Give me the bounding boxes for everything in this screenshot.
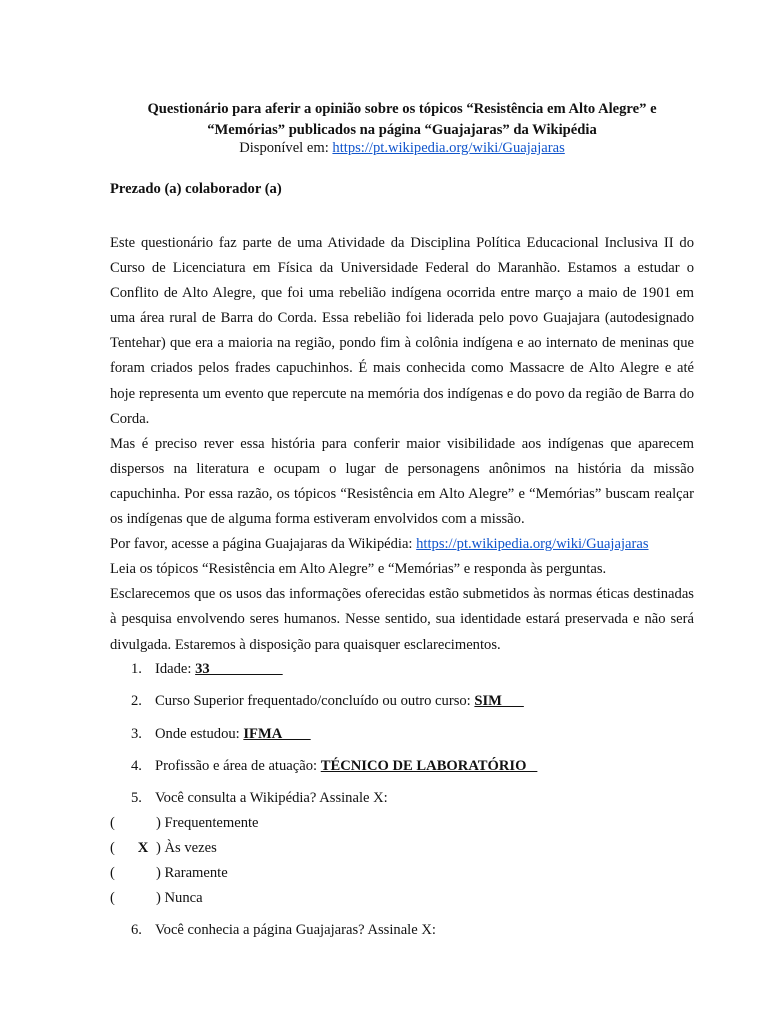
availability-line	[110, 138, 694, 158]
option-label: ) Frequentemente	[156, 815, 259, 831]
question-label: Profissão e área de atuação:	[155, 758, 321, 774]
option-label: ) Nunca	[156, 890, 203, 906]
option-label: ) Raramente	[156, 865, 228, 881]
wikipedia-link-header[interactable]: https://pt.wikipedia.org/wiki/Guajajaras	[332, 140, 565, 156]
question-number: 4.	[131, 758, 142, 774]
title-line-1: Questionário para aferir a opinião sobre os tópicos “Resistência em Alto Alegre” e	[147, 101, 657, 117]
question-number: 2.	[131, 693, 142, 709]
question-label: Você consulta a Wikipédia? Assinale X:	[155, 790, 388, 806]
title-line-2: “Memórias” publicados na página “Guajajaras” da Wikipédia	[207, 122, 597, 138]
question-label: Você conhecia a página Guajajaras? Assinale X:	[155, 922, 436, 938]
question-6	[131, 922, 436, 939]
option-label: ) Às vezes	[156, 840, 217, 856]
question-5	[131, 790, 388, 807]
question-3	[131, 726, 311, 743]
option-rarely	[110, 865, 228, 882]
course-answer: SIM	[474, 693, 524, 709]
wikipedia-link-body[interactable]: https://pt.wikipedia.org/wiki/Guajajaras	[416, 536, 649, 553]
question-1	[131, 661, 283, 678]
profession-answer: TÉCNICO DE LABORATÓRIO	[320, 758, 538, 774]
option-sometimes	[110, 840, 217, 857]
question-label: Onde estudou:	[155, 726, 244, 742]
question-label: Curso Superior frequentado/concluído ou outro curso:	[155, 693, 475, 709]
question-2	[131, 693, 524, 710]
document-title	[110, 99, 694, 141]
paragraph-5: Esclarecemos que os usos das informações oferecidas estão submetidos às normas éticas destinadas à pesquisa envolvendo seres humanos. Nesse sentido, sua identidade estará preservada e não será divulgada. Estaremos à disposição para quaisquer esclarecimentos.	[110, 586, 694, 653]
paragraph-3-text: Por favor, acesse a página Guajajaras da Wikipédia:	[110, 536, 417, 553]
question-number: 6.	[131, 922, 142, 938]
option-frequently	[110, 815, 259, 832]
option-never	[110, 890, 203, 907]
question-number: 3.	[131, 726, 142, 742]
age-answer: 33	[195, 661, 283, 677]
option-paren: (	[110, 815, 115, 831]
paragraph-1: Este questionário faz parte de uma Atividade da Disciplina Política Educacional Inclusiva II do Curso de Licenciatura em Física da Universidade Federal do Maranhão. Estamos a estudar o Conflito de Alto Alegre, que foi uma rebelião indígena ocorrida entre março a maio de 1901 em uma área rural de Barra do Corda. Essa rebelião foi liderada pelo povo Guajajara (autodesignado Tentehar) que era a maioria na região, pondo fim à colônia indígena e ao internato de meninas que foram criados pelos frades capuchinhos. É mais conhecida como Massacre de Alto Alegre e até hoje representa um evento que repercute na memória dos indígenas e do povo da região de Barra do Corda.	[110, 235, 694, 427]
option-mark: X	[137, 840, 149, 856]
option-paren: (	[110, 865, 115, 881]
paragraph-3	[110, 532, 694, 557]
option-paren: (	[110, 890, 115, 906]
option-paren: (	[110, 840, 115, 856]
question-number: 5.	[131, 790, 142, 806]
paragraph-2: Mas é preciso rever essa história para conferir maior visibilidade aos indígenas que aparecem dispersos na literatura e ocupam o lugar de personagens anônimos na história da missão capuchinha. Por essa razão, os tópicos “Resistência em Alto Alegre” e “Memórias” buscam realçar os indígenas que de alguma forma estiveram envolvidos com a missão.	[110, 435, 694, 528]
intro-text	[110, 231, 694, 658]
question-number: 1.	[131, 661, 142, 677]
school-answer: IFMA	[243, 726, 311, 742]
paragraph-4: Leia os tópicos “Resistência em Alto Alegre” e “Memórias” e responda às perguntas.	[110, 561, 607, 578]
question-4	[131, 758, 537, 775]
available-label: Disponível em:	[239, 140, 333, 156]
question-label: Idade:	[155, 661, 196, 677]
greeting: Prezado (a) colaborador (a)	[110, 181, 282, 197]
